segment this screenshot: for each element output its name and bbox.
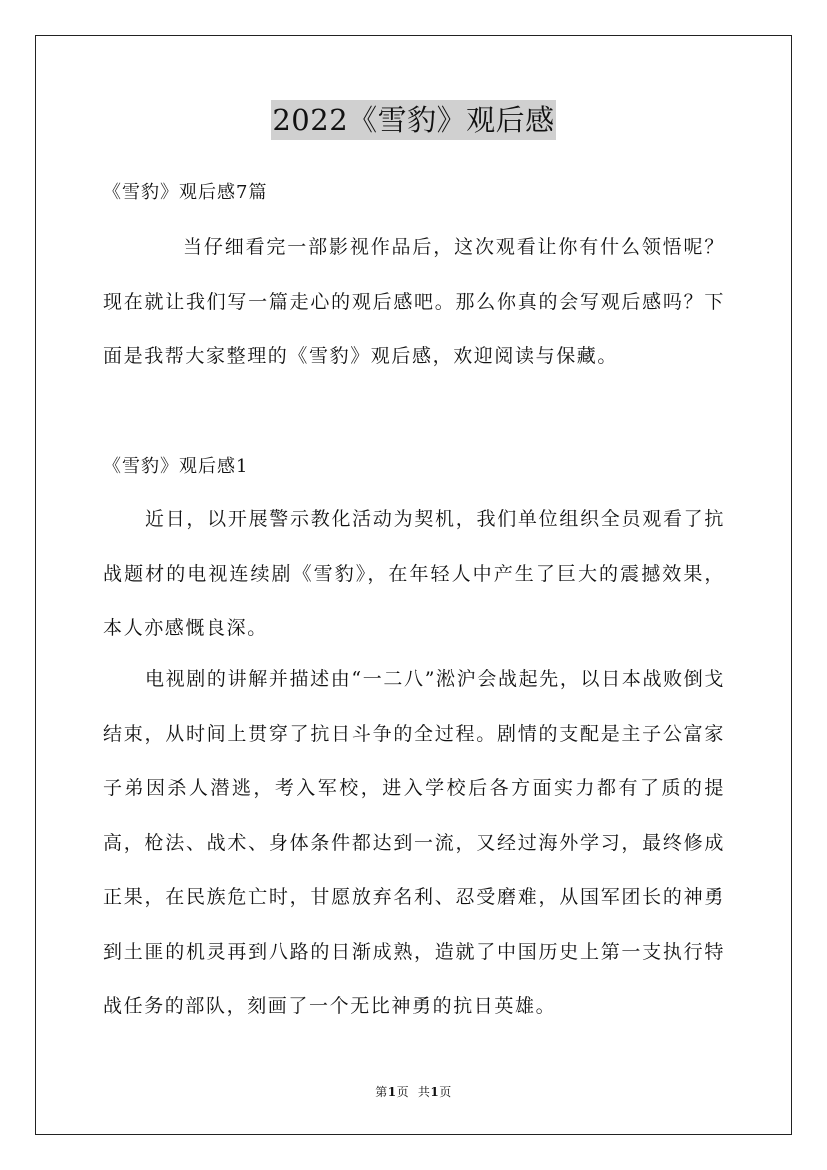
page-footer (0, 1083, 827, 1101)
document-subtitle: 《雪豹》观后感7篇 (103, 182, 268, 203)
total-label-prefix: 共 (417, 1085, 431, 1099)
document-title: 2022《雪豹》观后感 (271, 100, 555, 140)
body-paragraph-2: 电视剧的讲解并描述由“一二八”淞沪会战起先，以日本战败倒戈结束，从时间上贯穿了抗日斗争的全过程。剧情的支配是主子公富家子弟因杀人潜逃，考入军校，进入学校后各方面实力都有了质的提高，枪法、战术、身体条件都达到一流，又经过海外学习，最终修成正果，在民族危亡时，甘愿放弃名利、忍受磨难，从国军团长的神勇到土匪的机灵再到八路的日渐成熟，造就了中国历史上第一支执行特战任务的部队，刻画了一个无比神勇的抗日英雄。 (103, 668, 725, 1017)
total-label-suffix: 页 (439, 1085, 452, 1099)
total-pages: 1 (430, 1085, 440, 1099)
page-number: 1 (387, 1085, 397, 1099)
section-heading: 《雪豹》观后感1 (103, 456, 249, 477)
page-label-prefix: 第 (375, 1085, 388, 1099)
title-container (0, 100, 827, 140)
page-label-suffix: 页 (396, 1085, 410, 1099)
body-paragraph-1: 近日，以开展警示教化活动为契机，我们单位组织全员观看了抗战题材的电视连续剧《雪豹》，在年轻人中产生了巨大的震撼效果，本人亦感慨良深。 (103, 508, 725, 639)
intro-paragraph: 当仔细看完一部影视作品后，这次观看让你有什么领悟呢？现在就让我们写一篇走心的观后感吧。那么你真的会写观后感吗？下面是我帮大家整理的《雪豹》观后感，欢迎阅读与保藏。 (103, 236, 725, 367)
